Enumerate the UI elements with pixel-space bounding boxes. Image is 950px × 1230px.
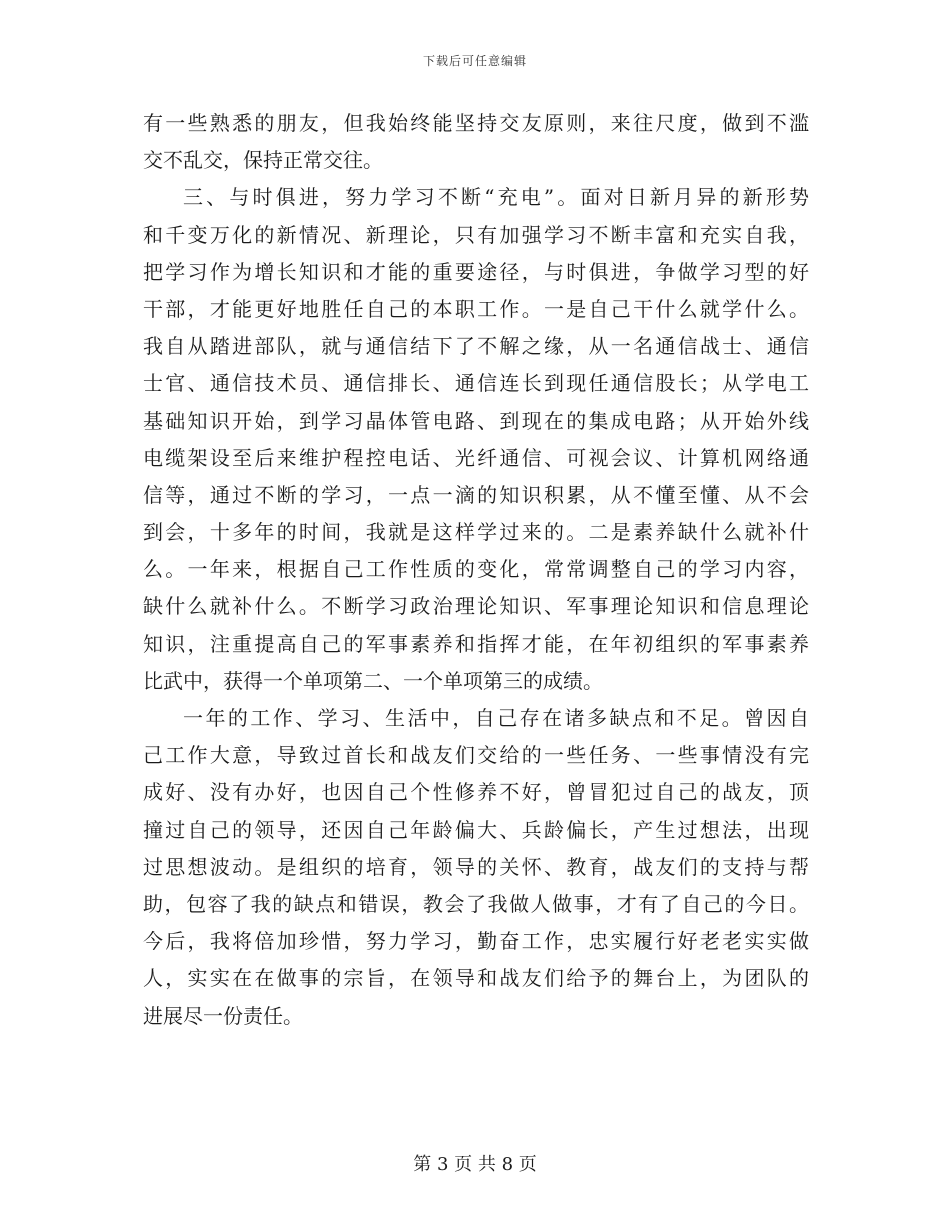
text-line: 基础知识开始，到学习晶体管电路、到现在的集成电路；从开始外线 — [143, 408, 809, 433]
text-line: 干部，才能更好地胜任自己的本职工作。一是自己干什么就学什么。 — [143, 296, 809, 321]
text-line: 一年的工作、学习、生活中，自己存在诸多缺点和不足。曾因自 — [183, 706, 809, 730]
text-line: 三、与时俱进，努力学习不断“充电”。面对日新月异的新形势 — [183, 185, 809, 210]
text-line: 交不乱交，保持正常交往。 — [143, 148, 383, 173]
text-line: 把学习作为增长知识和才能的重要途径，与时俱进，争做学习型的好 — [143, 259, 809, 284]
text-line: 和千变万化的新情况、新理论，只有加强学习不断丰富和充实自我， — [143, 222, 809, 247]
document-body — [143, 105, 809, 1035]
text-line: 知识，注重提高自己的军事素养和指挥才能，在年初组织的军事素养 — [143, 631, 809, 656]
text-line: 助，包容了我的缺点和错误，教会了我做人做事，才有了自己的今日。 — [143, 891, 809, 916]
text-line: 己工作大意，导致过首长和战友们交给的一些任务、一些事情没有完 — [143, 743, 809, 768]
text-line: 缺什么就补什么。不断学习政治理论知识、军事理论知识和信息理论 — [143, 594, 809, 619]
text-line: 信等，通过不断的学习，一点一滴的知识积累，从不懂至懂、从不会 — [143, 482, 809, 507]
text-line: 人，实实在在做事的宗旨，在领导和战友们给予的舞台上，为团队的 — [143, 966, 809, 991]
text-line: 电缆架设至后来维护程控电话、光纤通信、可视会议、计算机网络通 — [143, 445, 809, 470]
text-line: 到会，十多年的时间，我就是这样学过来的。二是素养缺什么就补什 — [143, 520, 809, 545]
text-line: 成好、没有办好，也因自己个性修养不好，曾冒犯过自己的战友，顶 — [143, 780, 809, 805]
text-line: 撞过自己的领导，还因自己年龄偏大、兵龄偏长，产生过想法，出现 — [143, 817, 809, 842]
text-line: 有一些熟悉的朋友，但我始终能坚持交友原则，来往尺度，做到不滥 — [143, 111, 809, 135]
text-line: 么。一年来，根据自己工作性质的变化，常常调整自己的学习内容， — [143, 557, 809, 582]
page-number: 第 3 页 共 8 页 — [413, 1154, 537, 1175]
text-line: 士官、通信技术员、通信排长、通信连长到现任通信股长；从学电工 — [143, 371, 809, 396]
text-line: 进展尽一份责任。 — [143, 1003, 303, 1028]
text-line: 比武中，获得一个单项第二、一个单项第三的成绩。 — [143, 668, 603, 693]
text-line: 我自从踏进部队，就与通信结下了不解之缘，从一名通信战士、通信 — [143, 334, 809, 359]
page-header-note: 下载后可任意编辑 — [422, 54, 527, 68]
text-line: 今后，我将倍加珍惜，努力学习，勤奋工作，忠实履行好老老实实做 — [143, 929, 809, 954]
text-line: 过思想波动。是组织的培育，领导的关怀、教育，战友们的支持与帮 — [143, 854, 809, 879]
